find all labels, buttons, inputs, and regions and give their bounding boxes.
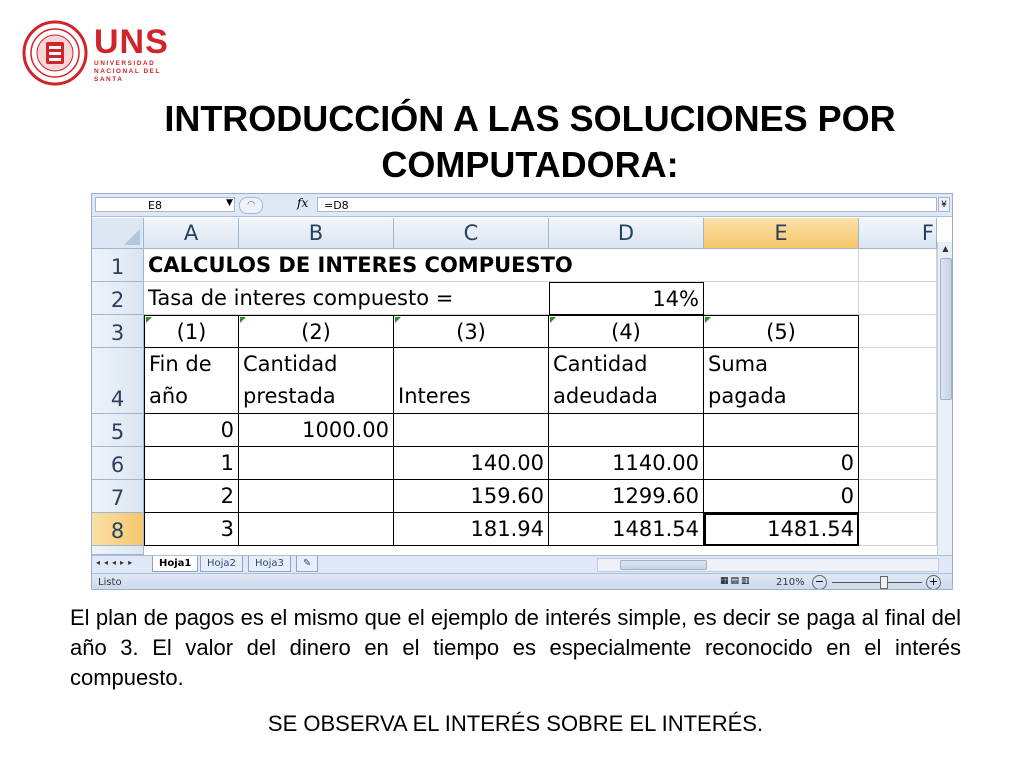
horizontal-scrollbar[interactable] <box>597 558 939 572</box>
vertical-scroll-thumb[interactable] <box>940 258 952 400</box>
cell-c3-text: (3) <box>456 320 486 344</box>
column-header-f[interactable]: F <box>859 218 937 249</box>
slide-title <box>100 96 960 188</box>
cell-a4-line-2: año <box>149 384 189 408</box>
formula-bar <box>92 194 952 217</box>
sheet-tab-bar <box>92 555 952 573</box>
cell-d4-line-2: adeudada <box>553 384 658 408</box>
cell-d6[interactable]: 1140.00 <box>549 447 704 480</box>
zoom-slider[interactable] <box>832 582 922 583</box>
cell-f6[interactable] <box>859 447 937 480</box>
zoom-level[interactable]: 210% <box>776 577 805 588</box>
row-header-3[interactable]: 3 <box>92 315 144 348</box>
cell-a5[interactable]: 0 <box>144 414 239 447</box>
zoom-slider-knob[interactable] <box>880 576 888 589</box>
tab-hoja2[interactable]: Hoja2 <box>200 556 243 572</box>
logo-subtitle-2: NACIONAL DEL SANTA <box>94 68 161 83</box>
column-header-b[interactable]: B <box>239 218 394 249</box>
chevron-down-icon[interactable]: ▼ <box>226 198 233 208</box>
cell-d4[interactable] <box>549 348 704 414</box>
cell-b8[interactable] <box>239 513 394 546</box>
cell-c7[interactable]: 159.60 <box>394 480 549 513</box>
cell-e1[interactable] <box>704 249 859 282</box>
cell-b4-line-2: prestada <box>243 384 336 408</box>
cell-b3[interactable] <box>239 315 394 348</box>
cell-d4-line-1: Cantidad <box>553 352 648 376</box>
row-header-9[interactable] <box>92 546 144 555</box>
cell-f8[interactable] <box>859 513 937 546</box>
cell-a6[interactable]: 1 <box>144 447 239 480</box>
tab-hoja1[interactable]: Hoja1 <box>152 556 198 572</box>
cell-d5[interactable] <box>549 414 704 447</box>
cell-d8[interactable]: 1481.54 <box>549 513 704 546</box>
cell-f1[interactable] <box>859 249 937 282</box>
cell-c3[interactable] <box>394 315 549 348</box>
cell-a1[interactable]: CALCULOS DE INTERES COMPUESTO <box>144 249 704 282</box>
logo-wordmark: UNS <box>94 23 169 61</box>
cell-b7[interactable] <box>239 480 394 513</box>
cell-e3-text: (5) <box>766 320 796 344</box>
cell-b4-line-1: Cantidad <box>243 352 338 376</box>
cell-c4[interactable] <box>394 348 549 414</box>
vertical-scrollbar[interactable] <box>937 242 953 577</box>
cell-b6[interactable] <box>239 447 394 480</box>
title-line-2: COMPUTADORA: <box>381 144 679 185</box>
tab-hoja3[interactable]: Hoja3 <box>248 556 291 572</box>
cell-f4[interactable] <box>859 348 937 414</box>
zoom-out-icon[interactable]: − <box>812 575 827 590</box>
cell-b4[interactable] <box>239 348 394 414</box>
column-header-e[interactable]: E <box>704 218 859 249</box>
formula-input[interactable]: =D8 <box>317 197 937 212</box>
conclusion-text: SE OBSERVA EL INTERÉS SOBRE EL INTERÉS. <box>267 711 764 736</box>
cell-f7[interactable] <box>859 480 937 513</box>
cell-f5[interactable] <box>859 414 937 447</box>
cell-c4-text: Interes <box>398 384 471 408</box>
column-header-d[interactable]: D <box>549 218 704 249</box>
cell-e4-line-2: pagada <box>708 384 787 408</box>
column-header-c[interactable]: C <box>394 218 549 249</box>
insert-sheet-icon[interactable]: ✎ <box>296 556 318 572</box>
zoom-in-icon[interactable]: + <box>926 575 941 590</box>
cell-a7[interactable]: 2 <box>144 480 239 513</box>
cell-a2[interactable]: Tasa de interes compuesto = <box>144 282 549 315</box>
cell-c5[interactable] <box>394 414 549 447</box>
row-header-7[interactable]: 7 <box>92 480 144 513</box>
cell-b5[interactable]: 1000.00 <box>239 414 394 447</box>
name-box[interactable]: E8 <box>95 197 235 212</box>
row-header-4[interactable]: 4 <box>92 348 144 414</box>
cell-e3[interactable] <box>704 315 859 348</box>
cell-a4-line-1: Fin de <box>149 352 212 376</box>
excel-window <box>91 193 953 590</box>
cell-a3-text: (1) <box>176 320 207 344</box>
status-bar <box>92 573 952 590</box>
horizontal-scroll-thumb[interactable] <box>620 560 707 570</box>
row-header-1[interactable]: 1 <box>92 249 144 282</box>
cell-e2[interactable] <box>704 282 859 315</box>
cell-d3-text: (4) <box>611 320 641 344</box>
column-header-a[interactable]: A <box>144 218 239 249</box>
cell-a4[interactable] <box>144 348 239 414</box>
cell-e5[interactable] <box>704 414 859 447</box>
logo-subtitle-1: UNIVERSIDAD <box>94 60 156 67</box>
cell-b3-text: (2) <box>301 320 331 344</box>
cell-d3[interactable] <box>549 315 704 348</box>
expand-icon[interactable]: ◠ <box>239 197 263 214</box>
university-seal-icon <box>22 20 88 86</box>
title-line-1: INTRODUCCIÓN A LAS SOLUCIONES POR <box>164 98 896 139</box>
cell-d7[interactable]: 1299.60 <box>549 480 704 513</box>
cell-c6[interactable]: 140.00 <box>394 447 549 480</box>
cell-e7[interactable]: 0 <box>704 480 859 513</box>
cell-a8[interactable]: 3 <box>144 513 239 546</box>
cell-d2[interactable]: 14% <box>549 282 704 315</box>
sheet-nav-arrows-icon[interactable]: ◂◂◂▸▸ <box>96 558 137 567</box>
cell-c8[interactable]: 181.94 <box>394 513 549 546</box>
scroll-up-icon[interactable]: ▲ <box>942 244 949 253</box>
select-all-button[interactable] <box>92 218 144 249</box>
body-paragraph: El plan de pagos es el mismo que el ejemplo de interés simple, es decir se paga al final del año 3. El valor del dinero en el tiempo es especialmente reconocido en el interés compuesto. <box>70 605 961 690</box>
function-icon[interactable]: fx <box>297 196 309 210</box>
view-buttons-icon[interactable]: ▦▤▥ <box>720 576 752 586</box>
cell-e4[interactable] <box>704 348 859 414</box>
cell-e6[interactable]: 0 <box>704 447 859 480</box>
cell-a3[interactable] <box>144 315 239 348</box>
cell-e4-line-1: Suma <box>708 352 768 376</box>
cell-f3[interactable] <box>859 315 937 348</box>
uns-logo <box>22 20 172 100</box>
row-header-2[interactable]: 2 <box>92 282 144 315</box>
status-text: Listo <box>98 577 122 588</box>
row-header-8[interactable]: 8 <box>92 513 144 546</box>
cell-f2[interactable] <box>859 282 937 315</box>
double-chevron-icon[interactable]: ¥ <box>938 197 950 212</box>
cell-e8-selected[interactable]: 1481.54 <box>704 513 859 546</box>
row-header-6[interactable]: 6 <box>92 447 144 480</box>
row-header-5[interactable]: 5 <box>92 414 144 447</box>
